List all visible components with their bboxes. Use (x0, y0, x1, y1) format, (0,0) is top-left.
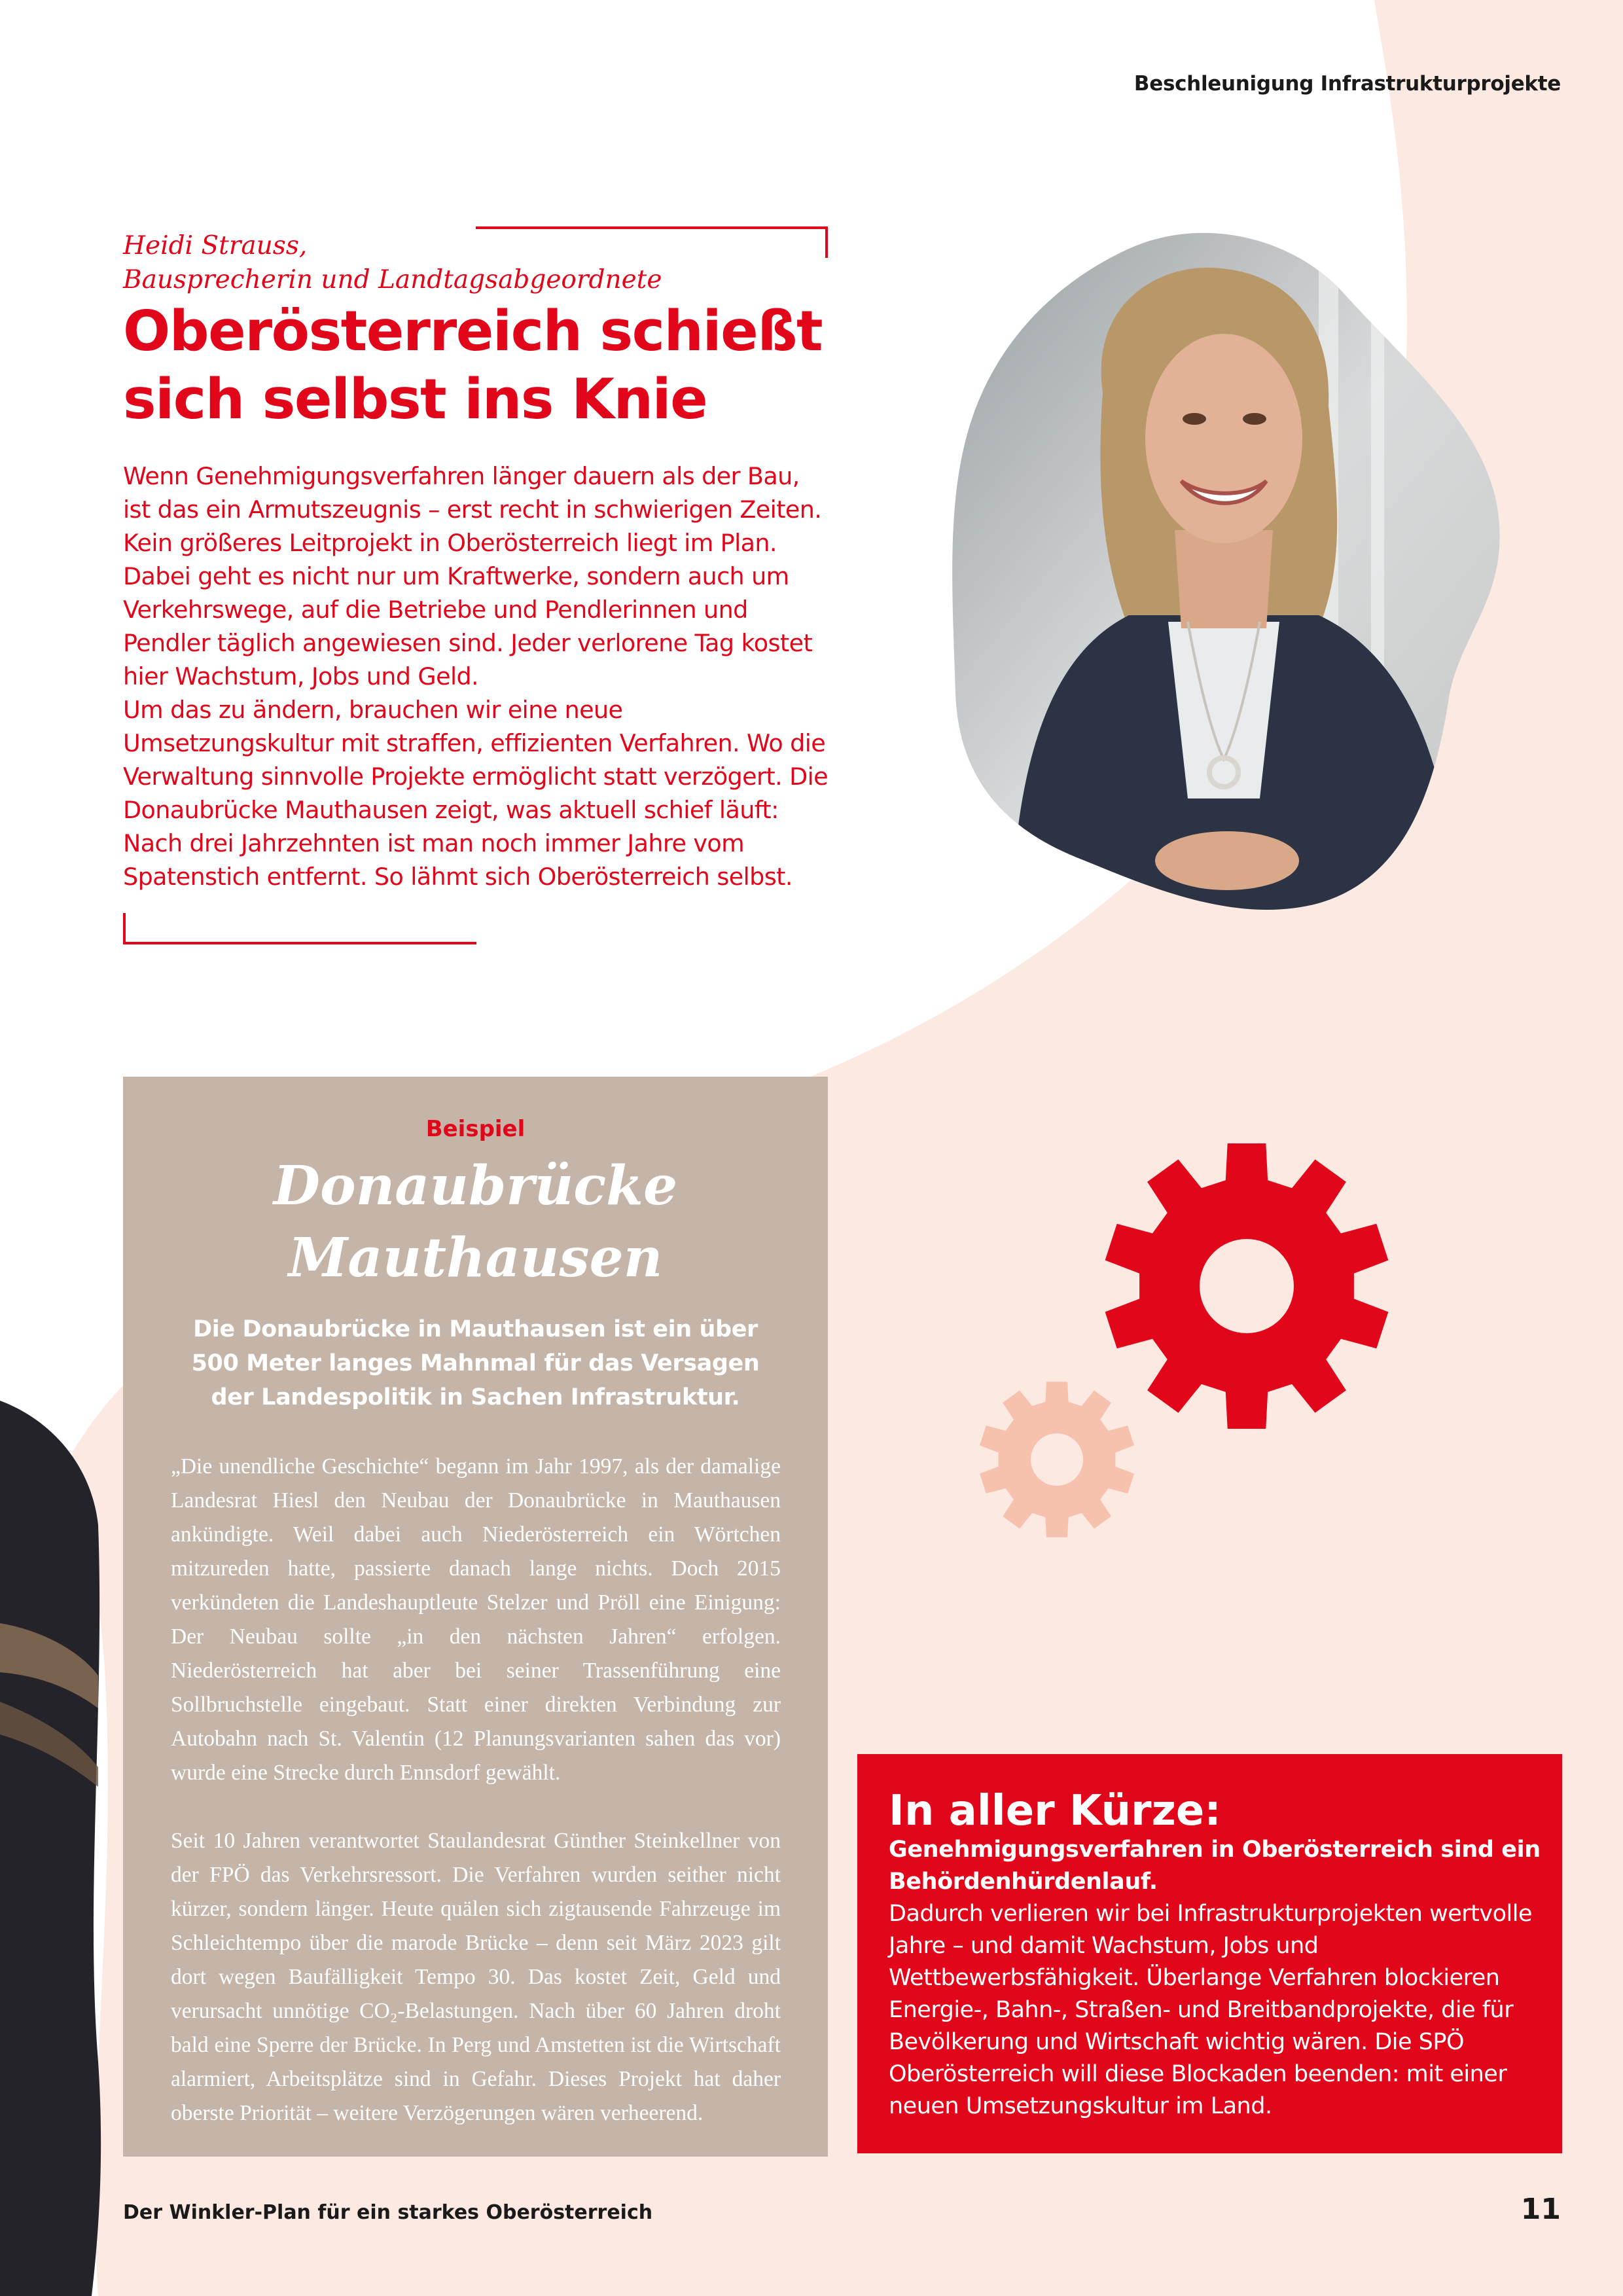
footer-publication-title: Der Winkler-Plan für ein starkes Oberösterreich (123, 2201, 653, 2224)
example-body (171, 1450, 781, 2164)
example-body-paragraph-1: „Die unendliche Geschichte“ begann im Jahr 1997, als der damalige Landesrat Hiesl den Neubau der Donaubrücke in Mauthausen ankündigte. Weil dabei auch Niederösterreich ein Wörtchen mitzureden hatte, passierte danach lange nichts. Doch 2015 verkündeten die Landeshauptleute Stelzer und Pröll eine Einigung: Der Neubau sollte „in den nächsten Jahren“ erfolgen. Niederösterreich hat aber bei seiner Trassenführung eine Sollbruchstelle eingebaut. Statt einer direkten Verbindung zur Autobahn nach St. Valentin (12 Planungsvarianten sahen das vor) wurde eine Strecke durch Ennsdorf gewählt. (171, 1454, 781, 1785)
section-header-title: Beschleunigung Infrastrukturprojekte (1133, 72, 1561, 96)
author-portrait-photo (952, 223, 1508, 910)
summary-text: Dadurch verlieren wir bei Infrastrukturprojekten wertvolle Jahre – und damit Wachstum, Jobs und Wettbewerbsfähigkeit. Überlange Verfahren blockieren Energie-, Bahn-, Straßen- und Breitbandprojekte, die für Bevölkerung und Wirtschaft wichtig wären. Die SPÖ Oberösterreich will diese Blockaden beenden: mit einer neuen Umsetzungskultur im Land. (889, 1901, 1532, 2119)
example-body-paragraph-2: Seit 10 Jahren verantwortet Staulandesrat Günther Steinkellner von der FPÖ das Verkehrsressort. Die Verfahren wurden seither nicht kürzer, sondern länger. Heute quälen sich zigtausende Fahrzeuge im Schleichtempo über die marode Brücke – denn seit März 2023 gilt dort wegen Baufälligkeit Tempo 30. Das kostet Zeit, Geld und verursacht unnötige CO₂-Belastungen. Nach über 60 Jahren droht bald eine Sperre der Brücke. In Perg und Amstetten ist die Wirtschaft alarmiert, Arbeitsplätze sind in Gefahr. Dieses Projekt hat daher oberste Priorität – weitere Verzögerungen wären verheerend. (171, 1829, 781, 2125)
example-tag: Beispiel (425, 1116, 526, 1142)
summary-box (857, 1754, 1562, 2153)
gear-icon-large (1105, 1143, 1389, 1429)
example-title-line-2: Mauthausen (288, 1227, 663, 1289)
headline-line-2: sich selbst ins Knie (123, 367, 707, 432)
example-title-line-1: Donaubrücke (273, 1155, 678, 1217)
article-headline (123, 298, 843, 434)
article-paragraph-2: Um das zu ändern, brauchen wir eine neue Umsetzungskultur mit straffen, effizienten Verfahren. Wo die Verwaltung sinnvolle Projekte ermöglicht statt verzögert. Die Donaubrücke Mauthausen zeigt, was aktuell schief läuft: Nach drei Jahrzehnten ist man noch immer Jahre vom Spatenstich entfernt. So lähmt sich Oberösterreich selbst. (123, 696, 829, 891)
bridge-photo-edge (0, 1401, 101, 2296)
author-byline (123, 229, 810, 297)
article-lead (123, 459, 830, 893)
page-number: 11 (1520, 2193, 1561, 2226)
gear-icon-small (980, 1382, 1134, 1537)
decorative-corner-bottom (123, 913, 476, 944)
article-paragraph-1: Wenn Genehmigungsverfahren länger dauern als der Bau, ist das ein Armutszeugnis – erst recht in schwierigen Zeiten. Kein größeres Leitprojekt in Oberösterreich liegt im Plan. Dabei geht es nicht nur um Kraftwerke, sondern auch um Verkehrswege, auf die Betriebe und Pendlerinnen und Pendler täglich angewiesen sind. Jeder verlorene Tag kostet hier Wachstum, Jobs und Geld. (123, 462, 822, 691)
author-role: Bausprecherin und Landtagsabgeordnete (123, 265, 662, 295)
summary-heading: In aller Kürze: (889, 1787, 1221, 1835)
example-box (123, 1077, 828, 2157)
author-name: Heidi Strauss, (123, 231, 308, 260)
example-intro: Die Donaubrücke in Mauthausen ist ein über 500 Meter langes Mahnmal für das Versagen der Landespolitik in Sachen Infrastruktur. (191, 1316, 760, 1410)
example-title (123, 1150, 828, 1294)
gear-large-shape (1105, 1143, 1389, 1429)
gears-illustration (975, 1139, 1394, 1558)
headline-line-1: Oberösterreich schießt (123, 299, 823, 364)
summary-subheading: Genehmigungsverfahren in Oberösterreich sind ein Behördenhürdenlauf. (889, 1837, 1541, 1895)
gear-small-shape (980, 1382, 1134, 1537)
